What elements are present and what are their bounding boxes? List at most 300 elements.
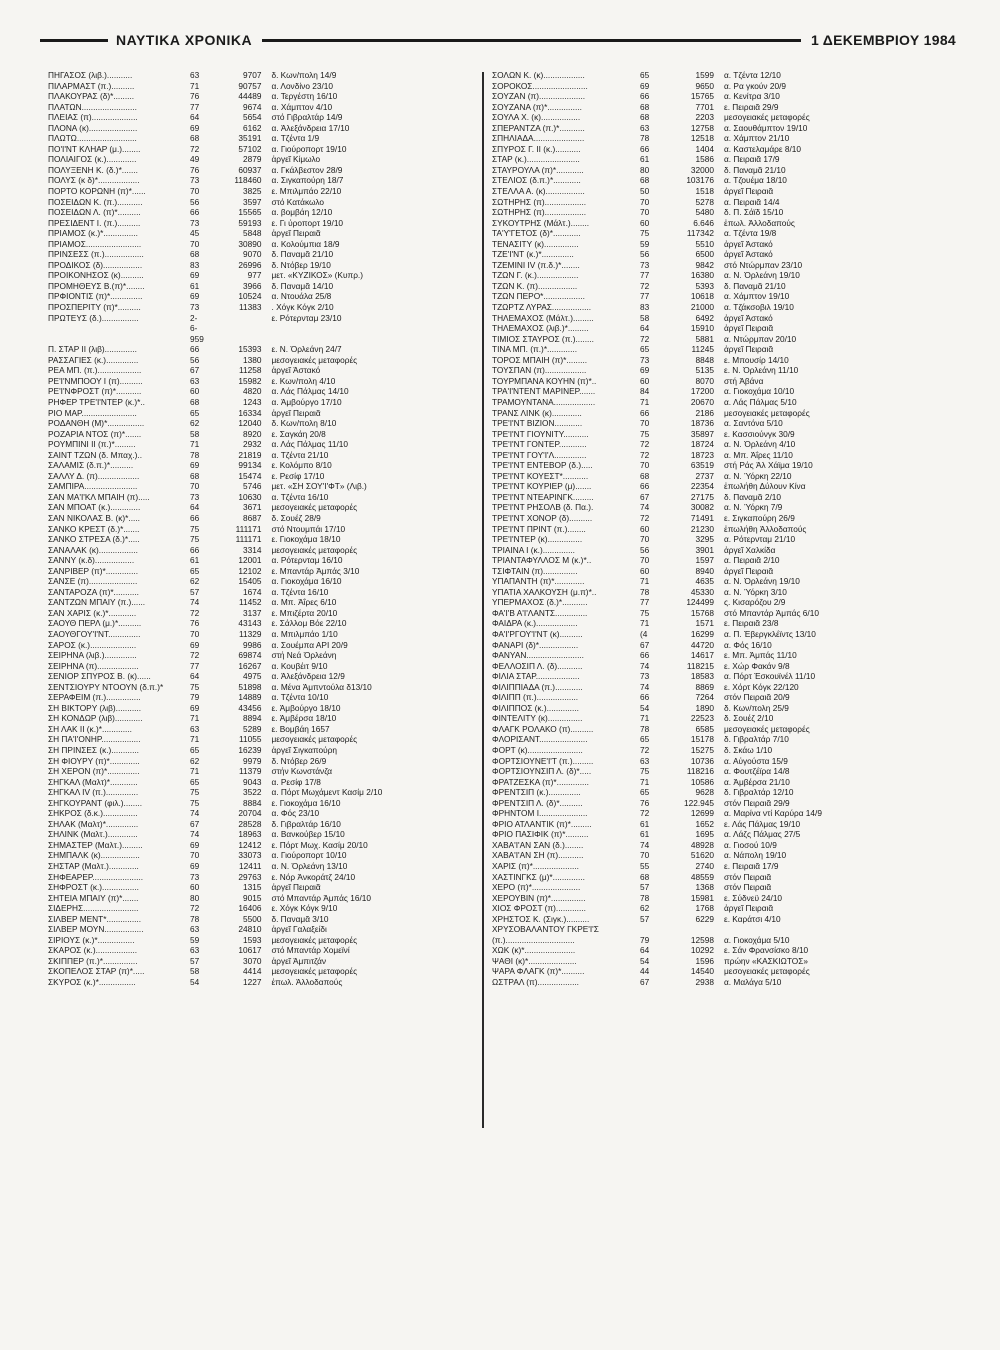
ship-location: α. Τζέντα 21/10 [271,449,329,460]
ship-name: ΣΕΙΡΗΝΑ (π).................. [48,660,139,671]
ship-entry [48,123,470,134]
tonnage: 12040 [238,418,262,429]
ship-name: ΣΤΑΥΡΟΥΛΑ (π)*............ [492,164,584,175]
ship-location [267,323,470,334]
ship-name: ΡΟΔΑΝΘΗ (Μ)*................ [48,418,145,429]
tonnage: 11452 [238,597,262,608]
tonnage: 16380 [690,270,714,281]
ship-entry [492,724,957,735]
tonnage: 977 [247,270,262,281]
ship-name: ΨΑΘΙ (κ)*..................... [492,955,577,966]
ship-location: ε. Βομβάη 1657 [271,723,330,734]
tonnage: 28528 [238,818,262,829]
ship-location: δ. Γιβραλτάρ 7/10 [724,734,789,745]
build-year: 64 [189,112,200,123]
build-year: 58 [189,428,200,439]
ship-name: ΣΗΤΕΙΑ ΜΠΑΙΥ (π)*....... [48,892,139,903]
ship-location: στό Ντουμπάι 17/10 [271,523,346,534]
build-year: 65 [189,407,200,418]
ship-entry [48,102,470,113]
ship-name: ΣΕΝΤΣΙΟΥΡΥ ΝΤΟΟΥΝ (δ.π.)* [48,681,164,692]
build-year: 69 [189,861,200,872]
ship-entry [492,576,957,587]
ship-entry [48,450,470,461]
build-year: 70 [640,418,650,429]
ship-entry [48,650,470,661]
ship-name: ΠΛΑΤΩΝ........................ [48,101,137,112]
tonnage: 20704 [238,808,262,819]
ship-name: ΠΙΛΑΡΜΑΣΤ (π.).......... [48,80,135,91]
ship-location: α. Μαρίνα ντί Καρύρα 14/9 [724,808,822,819]
tonnage: 27175 [690,491,714,502]
build-year: 80 [640,164,650,175]
tonnage: 43456 [238,702,262,713]
ship-entry [48,587,470,598]
tonnage: 118215 [686,660,714,671]
build-year: 66 [189,512,200,523]
ship-name: ΣΙΛΒΕΡ ΜΟΥΝ................. [48,924,144,935]
build-year: 77 [189,660,200,671]
ship-name: ΣΗ ΚΟΝΔΩΡ (λιβ)............ [48,713,143,724]
tonnage: 17200 [690,386,714,397]
tonnage: 15981 [690,892,714,903]
tonnage: 1695 [695,829,714,840]
tonnage: 12411 [238,861,262,872]
tonnage: 15405 [238,576,262,587]
ship-location: δ. Παναμᾶ 3/10 [271,913,329,924]
tonnage: 3671 [242,502,262,513]
build-year: 74 [189,597,200,608]
ship-name: ΤΖΕ'Ι'ΝΤ (κ.)*.............. [492,249,574,260]
ship-entry [48,850,470,861]
ship-name: ΤΖΩΡΤΖ ΛΥΡΑΣ................. [492,302,592,313]
ship-location: α. Σαντόνα 5/10 [724,418,783,429]
ship-name: ΤΣΙΦΤΑΙΝ (π)............... [492,565,578,576]
ship-entry [48,966,470,977]
ship-location: μεσογειακές μεταφορές [724,966,810,977]
ship-name: ΡΗΦΕΡ ΤΡΕ'Ι'ΝΤΕΡ (κ.)*.. [48,396,145,407]
build-year: 73 [189,175,200,186]
ship-location: α. Πειραιᾶ 14/4 [724,196,780,207]
ship-location: ε. Λάς Πάλμας 19/10 [724,818,801,829]
ship-location: ἀργεῖ Πειραιᾶ [271,407,321,418]
tonnage [212,323,268,334]
ship-location: ἐπωλήθη Δύλουν Κίνα [724,481,806,492]
tonnage: 8940 [695,565,714,576]
ship-location: ἀργεῖ Ἀστακό [724,249,773,260]
build-year: 67 [640,491,650,502]
build-year: 64 [640,323,650,334]
ship-location: ε. Ρεσίφ 17/10 [271,470,325,481]
ship-location: α. Φός 23/10 [271,808,320,819]
ship-entry [492,829,957,840]
build-year: 63 [189,924,200,935]
tonnage: 10618 [690,291,714,302]
tonnage: 3137 [242,607,262,618]
build-year: 72 [189,143,200,154]
ship-entry [48,945,470,956]
build-year: 77 [640,270,650,281]
ship-name: ΣΙΡΙΟΥΣ (κ.)*................ [48,934,135,945]
build-year: 78 [640,723,650,734]
build-year: 54 [640,702,650,713]
ship-entry [48,734,470,745]
ship-name: ΠΟΛΥΞΕΝΗ Κ. (δ.)*....... [48,164,138,175]
tonnage: 3825 [242,186,262,197]
tonnage: 9070 [242,249,262,260]
tonnage: 12001 [238,555,262,566]
ship-location: α. Καστελαμάρε 8/10 [724,143,802,154]
tonnage: 12518 [690,133,714,144]
ship-name: ΠΡΙΑΜΟΣ (κ.)*............... [48,228,138,239]
build-year: 74 [640,502,650,513]
ship-location: ε. Γι ύροπορτ 19/10 [271,217,344,228]
build-year: 64 [189,671,200,682]
ship-location: δ. Ντόβερ 26/9 [271,755,327,766]
build-year: 75 [189,534,200,545]
ship-name: ΠΡΙΑΜΟΣ........................ [48,238,142,249]
build-year: 67 [640,639,650,650]
ship-location: μεσογειακές μεταφορές [271,544,358,555]
ship-entry [48,661,470,672]
tonnage: 63519 [690,460,714,471]
build-year: 72 [189,650,200,661]
ship-name: ΣΑΝΤΖΩΝ ΜΠΑΙΥ (π.)...... [48,597,146,608]
build-year: 76 [640,797,650,808]
build-year: 58 [189,966,200,977]
build-year: 56 [189,196,200,207]
build-year: 67 [189,365,200,376]
ship-name: ΤΖΩΝ ΠΕΡΟ*.................. [492,291,585,302]
ship-entry [492,81,957,92]
ship-entry [48,397,470,408]
ship-location: μεσογειακές μεταφορές [271,502,358,513]
ship-entry [48,777,470,788]
build-year [640,924,662,935]
build-year: 69 [189,122,200,133]
ship-list-left [48,70,470,1130]
ship-entry [48,882,470,893]
ship-name: ΣΑΙΝΤ ΤΖΩΝ (δ. Μπαχ.).. [48,449,143,460]
ship-entry [492,545,957,556]
ship-entry [48,270,470,281]
ship-entry [48,408,470,419]
ship-name: ΤΡΕ'Ι'ΝΤ ΓΟΥ'Ι'Λ.............. [492,449,587,460]
header-rule-right [262,39,801,42]
build-year: 54 [189,977,200,988]
ship-location: ἀργεῖ Ἀστακό [271,365,321,376]
build-year: 69 [189,291,200,302]
tonnage: 4414 [242,966,262,977]
ship-name: ΣΑΝΑΛΑΚ (κ)................. [48,544,138,555]
ship-location: δ. Σκάω 1/10 [724,745,773,755]
build-year: 63 [640,122,650,133]
build-year: 62 [189,576,200,587]
build-year: 71 [640,396,650,407]
ship-entry [492,355,957,366]
ship-name: ΠΟΡΤΟ ΚΟΡΩΝΗ (π)*...... [48,186,146,197]
build-year: 73 [189,491,200,502]
ship-location: α. Φουτζέϊρα 14/8 [724,766,790,777]
ship-entry [492,819,957,830]
ship-name: ΣΑΟΥΘΓΟΥ'Ι'ΝΤ.............. [48,628,141,639]
build-year: 70 [189,186,200,197]
ship-location: α. Τζέντα 12/10 [724,70,781,80]
ship-name: ΤΡΙΑΙΝΑ Ι (κ.).............. [492,544,575,555]
ship-name: ΤΡΑ'Ι'ΝΤΕΝΤ ΜΑΡΙΝΕΡ....... [492,386,596,397]
ship-location: α. Νάπολη 19/10 [724,850,787,861]
ship-entry [48,334,470,345]
ship-name: ΤΗΛΕΜΑΧΟΣ (λιβ.)*......... [492,323,589,334]
tonnage: 10586 [690,776,714,787]
build-year: 75 [640,607,650,618]
tonnage: 8920 [242,428,262,439]
tonnage: 22523 [690,713,714,724]
ship-location: α. Ν. Ὀρλεάνη 13/10 [271,861,348,872]
ship-location: α. Πειραιᾶ 2/10 [724,555,780,566]
publication-title: ΝΑΥΤΙΚΑ ΧΡΟΝΙΚΑ [116,32,253,48]
build-year: 79 [189,692,200,703]
ship-location: στόν Πειραιᾶ 20/9 [724,692,790,703]
ship-name: ΨΑΡΑ ΦΛΑΓΚ (π)*.......... [492,966,585,977]
ship-name: ΣΤΕΛΙΟΣ (δ.π.)*............ [492,175,581,186]
ship-entry [492,766,957,777]
ship-entry [48,956,470,967]
ship-location: ἀργεῖ Γαλαξείδι [271,924,327,935]
tonnage: 6162 [242,122,262,133]
ship-entry [492,650,957,661]
ship-name: ΣΗ ΧΕΡΟΝ (π)*.............. [48,766,140,777]
ship-entry [492,112,957,123]
ship-location: α. Μπ. Ἀΐρες 6/10 [271,597,337,608]
build-year: 62 [189,418,200,429]
tonnage: 117342 [686,228,714,239]
build-year: 57 [189,586,200,597]
tonnage: 3901 [695,544,714,555]
ship-entry [492,893,957,904]
ship-location: ε. Μπιλμπάο 22/10 [271,186,342,197]
ship-entry [48,112,470,123]
tonnage: 2203 [695,112,714,123]
tonnage: 3597 [242,196,262,207]
ship-entry [492,713,957,724]
ship-entry [48,344,470,355]
column-divider [482,72,484,1128]
ship-location: ἀργεῖ Κίμωλο [271,154,321,165]
ship-entry [48,471,470,482]
ship-entry [492,703,957,714]
tonnage: 10736 [690,755,714,766]
ship-name: ΤΖΕΜΙΝΙ ΙV (π.δ.)*........ [492,259,580,270]
build-year: 58 [640,312,650,323]
ship-name: ΦΙΝΤΕΛΙΤΥ (κ)............... [492,713,583,724]
ship-name: ΦΑ'Ι'Β Α'Ι'ΛΑΝΤΣ.............. [492,607,588,618]
ship-name: ΦΟΡΤ (κ)........................ [492,745,583,755]
ship-entry [492,956,957,967]
ship-location: α. Λάς Πάλμας 14/10 [271,386,349,397]
ship-name: ΠΛΕΙΑΣ (π).................... [48,112,138,123]
tonnage: 1597 [695,555,714,566]
tonnage: 12412 [238,839,262,850]
ship-list-right [492,70,957,988]
tonnage: 11329 [238,628,262,639]
ship-entry [492,492,957,503]
ship-name: ΣΗ ΒΙΚΤΟΡΥ (λιβ)........... [48,702,142,713]
ship-name: ΦΙΛΙΑ ΣΤΑΡ................... [492,671,580,682]
build-year: 78 [640,892,650,903]
ship-name: ΤΡΕ'Ι'ΝΤΕΡ (κ)............... [492,534,583,545]
tonnage: 1571 [695,618,714,629]
tonnage: 48928 [690,839,714,850]
tonnage: 15275 [690,745,714,755]
ship-location: στό Κατάκωλο [271,196,324,207]
tonnage: 18724 [690,439,714,450]
build-year: 73 [189,302,200,313]
ship-location: α. Π. Ἐβεργκλέϊντς 13/10 [724,628,816,639]
build-year: 72 [640,512,650,523]
build-year: 78 [189,913,200,924]
ship-name: ΣΟΥΛΑ Χ. (κ)................. [492,112,581,123]
ship-entry [492,481,957,492]
tonnage: 111171 [235,523,262,534]
ship-name: ΤΗΛΕΜΑΧΟΣ (Μάλτ.)......... [492,312,594,323]
tonnage: 14889 [238,692,262,703]
build-year: 71 [640,713,650,724]
ship-location: α. Σιγκαπούρη 18/7 [271,175,344,186]
build-year: 60 [640,217,650,228]
tonnage: 5393 [695,280,714,291]
ship-entry [492,239,957,250]
ship-name: Π. ΣΤΑΡ ΙΙ (λιβ).............. [48,344,137,355]
ship-location: ε. Γιοκοχάμα 18/10 [271,534,341,545]
ship-name: ΣΟΥΖΑΝΑ (π)*............... [492,101,582,112]
ship-location: μεσογειακές μεταφορές [724,112,810,123]
build-year: 65 [189,565,200,576]
ship-location: α. Φός 16/10 [724,639,772,650]
tonnage: 99134 [238,460,262,471]
ship-location: δ. Γιβραλτάρ 12/10 [724,787,794,798]
build-year: 50 [640,186,650,197]
ship-location: δ. Γιβραλτάρ 16/10 [271,818,341,829]
ship-name: ΧΩΚ (κ)*...................... [492,945,576,956]
tonnage: 22354 [690,481,714,492]
ship-name: ΤΟΡΟΣ ΜΠΑΙΗ (π)*......... [492,354,588,365]
ship-location: ς. Κισαρόζου 2/9 [724,597,786,608]
ship-location: δ. Κων/πολη 14/9 [271,70,337,80]
build-year: 78 [640,133,650,144]
ship-entry [492,566,957,577]
ship-entry [492,123,957,134]
ship-name: ΣΑΝ ΜΠΟΑΤ (κ.)............. [48,502,141,513]
ship-entry [48,144,470,155]
ship-name: ΦΡΕΝΤΣΙΠ (κ.).............. [492,787,581,798]
ship-entry [48,91,470,102]
ship-name: ΤΟΥΡΜΠΑΝΑ ΚΟΥΗΝ (π)*.. [492,375,597,386]
ship-entry [48,576,470,587]
ship-name: (π.).............................. [492,934,575,945]
tonnage: 8894 [242,713,262,724]
ship-entry [48,977,470,988]
ship-entry [492,640,957,651]
build-year: 73 [640,354,650,365]
ship-location: μεσογειακές μεταφορές [271,734,358,745]
ship-name: ΣΙΛΒΕΡ ΜΕΝΤ*............... [48,913,142,924]
build-year: 69 [189,839,200,850]
ship-name: ΦΛΟΡΙΣΑΝΤ..................... [492,734,588,745]
ship-location: ἀργεῖ Πειραιᾶ [724,323,774,334]
ship-entry [48,355,470,366]
ship-name: ΠΛΟΝΑ (κ)..................... [48,122,138,133]
ship-name: ΦΙΛΙΠΠ (π.).................. [492,692,579,703]
tonnage: 12102 [238,565,262,576]
ship-entry [492,365,957,376]
ship-entry [48,671,470,682]
ship-name: ΧΑΣΤΙΝΓΚΣ (μ)*.............. [492,871,585,882]
build-year: 68 [640,470,650,481]
build-year: 70 [189,850,200,861]
ship-location: α. βομβάη 12/10 [271,207,333,218]
ship-entry [48,439,470,450]
ship-entry [492,629,957,640]
ship-name: ΠΟΣΕΙΔΩΝ Κ. (π.)........... [48,196,143,207]
tonnage: 3295 [695,534,714,545]
ship-name: ΠΡΟΣΠΕΡΙΤΥ (π)*.......... [48,302,141,313]
tonnage: 18583 [690,671,714,682]
ship-entry [48,313,470,324]
ship-location: ἀργεῖ Ἀστακό [724,238,773,249]
build-year: 84 [640,386,650,397]
tonnage: 5289 [242,723,262,734]
ship-location: α. Τζέντα 16/10 [271,586,329,597]
tonnage: 15565 [238,207,262,218]
ship-entry [492,861,957,872]
ship-location: α. Χάμπτον 19/10 [724,291,790,302]
tonnage: 1890 [695,702,714,713]
ship-name: ΤΟΥΣΠΑΝ (π).................. [492,365,587,376]
ship-location: μεσογειακές μεταφορές [271,354,358,365]
ship-location: δ. Κων/πολη 8/10 [271,418,337,429]
ship-location: ἀργεῖ Πειραιᾶ [724,186,774,197]
build-year: 71 [189,713,200,724]
tonnage: 5278 [695,196,714,207]
tonnage: 21000 [690,302,714,313]
build-year: 70 [189,238,200,249]
ship-location: ε. Μπ. Ἀμπάς 11/10 [724,650,797,661]
tonnage: 2740 [695,861,714,872]
tonnage: 8687 [242,512,262,523]
ship-location: στό Μπαντάρ Χομεϊνί [271,945,350,956]
ship-location: ε. Σάλλομ Βόε 22/10 [271,618,347,629]
build-year: 76 [189,164,200,175]
tonnage: 11245 [691,344,714,355]
ship-location: ε. Μπαντάρ Ἀμπάς 3/10 [271,565,360,576]
build-year: 63 [189,723,200,734]
ship-location: α. Ἀλεξάνδρεια 17/10 [271,122,350,133]
tonnage: 43143 [238,618,262,629]
tonnage: 21230 [690,523,714,534]
ship-entry [48,608,470,619]
build-year: 73 [189,217,200,228]
build-year: 83 [640,302,650,313]
ship-name: ΤΡΕ'Ι'ΝΤ ΒΙΖΙΟΝ............ [492,418,583,429]
tonnage: 16334 [238,407,262,418]
tonnage: 1586 [695,154,714,165]
ship-name: ΡΟΖΑΡΙΑ ΝΤΟΣ (π)*....... [48,428,142,439]
ship-name: ΦΡΙΟ ΑΤΛΑΝΤΙΚ (π)*......... [492,818,592,829]
ship-name: ΧΕΡΟΥΒΙΝ (π)*............... [492,892,586,903]
tonnage: 9015 [242,892,262,903]
build-year: 79 [640,934,650,945]
